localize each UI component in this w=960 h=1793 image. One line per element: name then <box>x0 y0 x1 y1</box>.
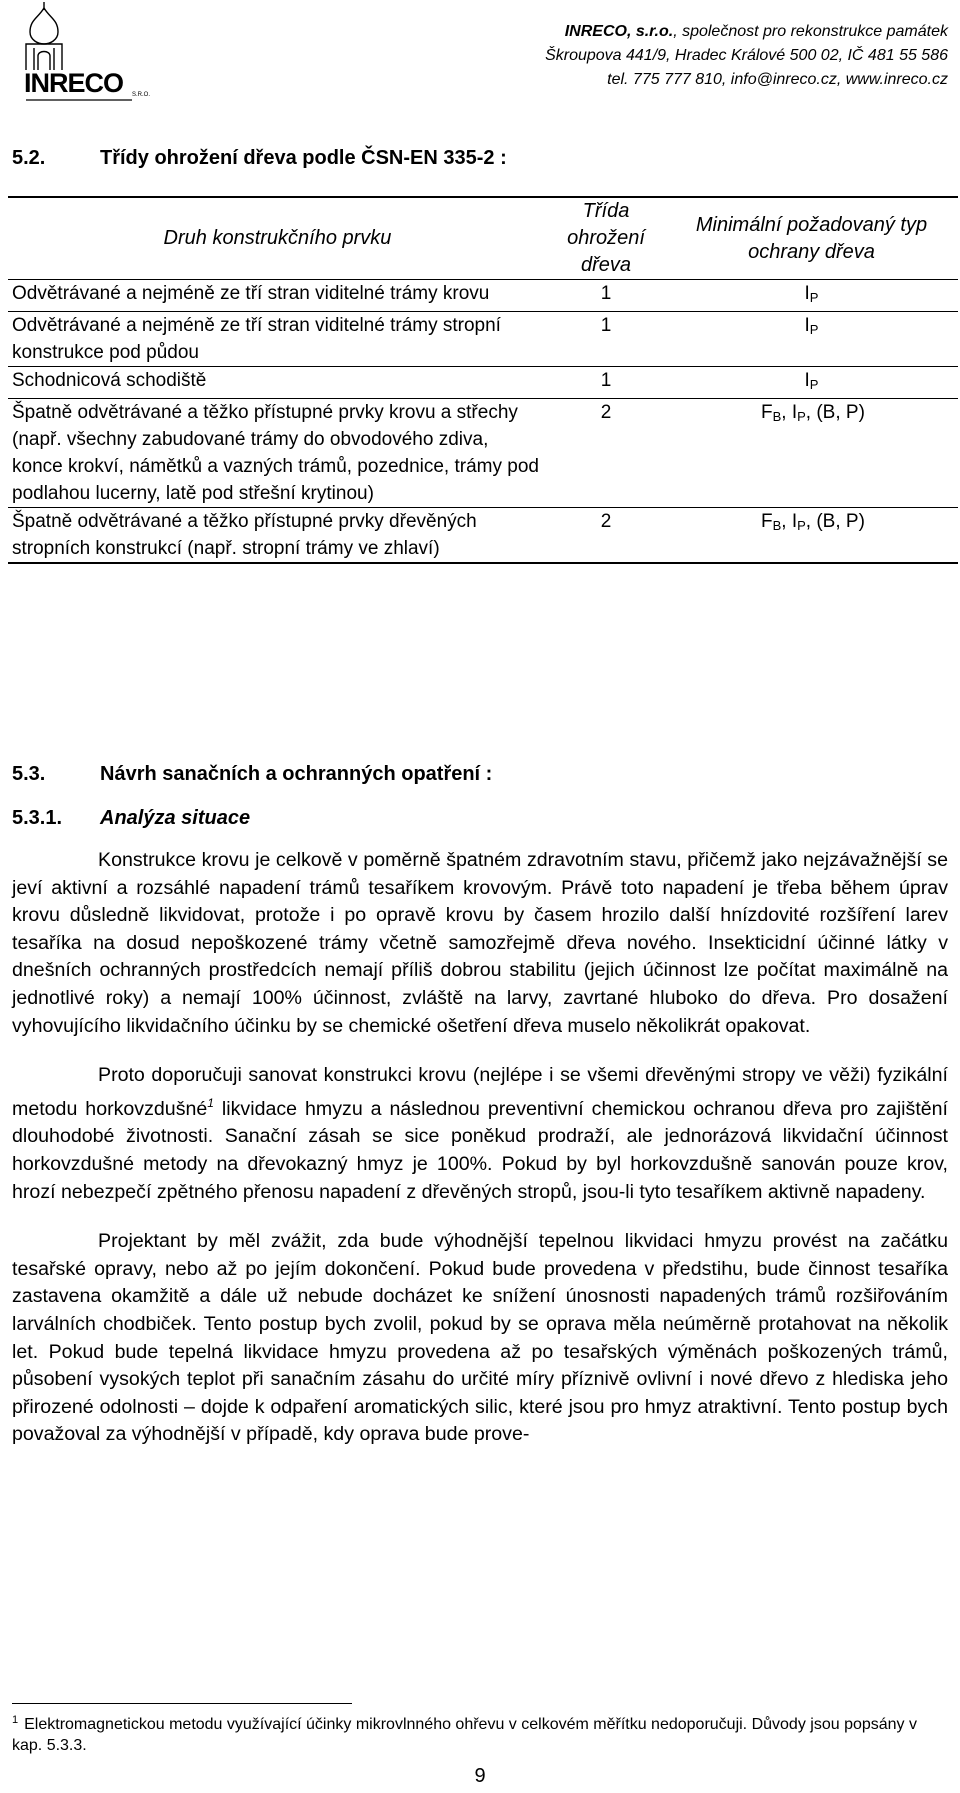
subsection-title: Analýza situace <box>100 807 251 829</box>
logo-suffix: S.R.O. <box>132 92 151 98</box>
section-title: Třídy ohrožení dřeva podle ČSN-EN 335-2 : <box>100 147 507 169</box>
prot-f: F <box>761 402 773 423</box>
paragraph-2-a: Proto doporučuji sanovat konstrukci krovu (nejlépe i se všemi dřevěnými stropy ve věži) fyzikální metodu horkovzdušné <box>12 1064 948 1120</box>
table-row <box>8 280 958 312</box>
cell-protection <box>665 508 958 564</box>
prot-i: I <box>804 283 810 304</box>
section-3-title: Návrh sanačních a ochranných opatření : <box>100 763 493 785</box>
footnote-ref: 1 <box>207 1095 214 1110</box>
table-row <box>8 399 958 508</box>
footnote-text: Elektromagnetickou metodu využívající účinky mikrovlnného ohřevu v celkovém měřítku nedoporučuji. Důvody jsou popsány v kap. 5.3.3. <box>12 1716 917 1754</box>
prot-i-sub: P <box>809 322 819 337</box>
prot-f-sub: B <box>772 518 782 533</box>
paragraph-1: Konstrukce krovu je celkově v poměrně špatném zdravotním stavu, přičemž jako nejzávažnější se jeví aktivní a rozsáhlé napadení trámů tesaříkem krovovým. Právě toto napadení je třeba během úprav krovu důsledně likvidovat, protože i po opravě krovu by časem hrozilo další hnízdovité rozšíření larev tesaříka na dosud nepoškozené trámy včetně samozřejmě dřeva nového. Insekticidní účinné látky v dnešních ochranných prostředcích nemají příliš dobrou stabilitu (jejich účinnost lze počítat maximálně na jednotlivé roky) a nemají 100% účinnost, zvláště na larvy, zavrtané hluboko do dřeva. Pro dosažení vyhovujícího likvidačního účinku by se chemické ošetření dřeva muselo několikrát opakovat. <box>12 849 948 1037</box>
footnote <box>12 1710 948 1756</box>
header-protection-type: Minimální požadovaný typ ochrany dřeva <box>695 213 928 263</box>
section-heading <box>12 147 507 170</box>
company-desc: , společnost pro rekonstrukce památek <box>673 23 948 40</box>
prot-i-sub: P <box>797 409 806 424</box>
logo-text: INRECO <box>24 68 124 98</box>
header-element-type: Druh konstrukčního prvku <box>163 227 392 249</box>
cell-element: Schodnicová schodiště <box>12 370 207 391</box>
subsection-number: 5.3.1. <box>12 807 63 829</box>
cell-element: Odvětrávané a nejméně ze tří stran viditelné trámy stropní konstrukce pod půdou <box>12 315 501 363</box>
cell-protection <box>665 280 958 312</box>
cell-protection <box>665 367 958 399</box>
prot-i: I <box>804 370 810 391</box>
cell-class: 2 <box>600 511 612 532</box>
prot-i-sub: P <box>809 377 819 392</box>
header-hazard-class: Třída ohrožení dřeva <box>567 200 645 276</box>
subsection-heading <box>12 807 250 830</box>
prot-f: F <box>761 511 773 532</box>
prot-sep: , <box>781 511 792 532</box>
prot-rest: , (B, P) <box>805 511 865 532</box>
cell-class: 1 <box>600 283 612 304</box>
prot-rest: , (B, P) <box>805 402 865 423</box>
cell-element: Odvětrávané a nejméně ze tří stran viditelné trámy krovu <box>12 283 490 304</box>
page-number: 9 <box>474 1765 486 1787</box>
inreco-logo <box>8 0 151 118</box>
table-row <box>8 508 958 564</box>
prot-i: I <box>804 315 810 336</box>
section-3-heading <box>12 763 492 786</box>
cell-protection <box>665 312 958 367</box>
table-row <box>8 367 958 399</box>
prot-f-sub: B <box>772 409 782 424</box>
section-number: 5.2. <box>12 147 46 169</box>
table-row <box>8 312 958 367</box>
prot-i-sub: P <box>797 518 806 533</box>
body-text <box>12 847 948 1471</box>
cell-class: 1 <box>600 370 612 391</box>
table-header-row <box>8 197 958 280</box>
footnote-rule <box>12 1703 352 1704</box>
company-address: Škroupova 441/9, Hradec Králové 500 02, IČ 481 55 586 <box>545 47 948 64</box>
cell-element: Špatně odvětrávané a těžko přístupné prvky dřevěných stropních konstrukcí (např. stropní trámy ve zhlaví) <box>12 511 477 559</box>
section-3-number: 5.3. <box>12 763 46 785</box>
prot-i: I <box>791 402 798 423</box>
cell-class: 1 <box>600 315 612 336</box>
company-info <box>545 20 948 92</box>
prot-sep: , <box>781 402 792 423</box>
cell-class: 2 <box>600 402 612 423</box>
cell-protection <box>665 399 958 508</box>
company-contact: tel. 775 777 810, info@inreco.cz, www.inreco.cz <box>607 71 948 88</box>
company-name: INRECO, s.r.o. <box>564 23 674 40</box>
paragraph-2-b: likvidace hmyzu a následnou preventivní chemickou ochranou dřeva pro zajištění dlouhodobé životnosti. Sanační zásah se sice poněkud prodraží, ale jednorázová likvidační účinnost horkovzdušné metody na dřevokazný hmyz je 100%. Pokud by byl horkovzdušně sanován pouze krov, hrozí nebezpečí zpětného přenosu napadení z dřevěných stropů, jsou-li tyto tesaříkem aktivně napadeny. <box>12 1097 948 1203</box>
prot-i-sub: P <box>809 290 819 305</box>
wood-hazard-table <box>8 196 958 564</box>
cell-element: Špatně odvětrávané a těžko přístupné prvky krovu a střechy (např. všechny zabudované trámy do obvodového zdiva, konce krokví, námětků a vazných trámů, pozednice, trámy pod podlahou lucerny, latě pod střešní krytinou) <box>12 402 539 504</box>
paragraph-2 <box>12 1062 948 1206</box>
footnote-mark: 1 <box>12 1714 19 1726</box>
paragraph-3: Projektant by měl zvážit, zda bude výhodnější tepelnou likvidaci hmyzu provést na začátku tesařské opravy, nebo až po jejím dokončení. Pokud bude provedena v předstihu, bude činnost tesaříka zastavena okamžitě a dále už nebude docházet ke snížení únosnosti napadených trámů rozšiřováním larválních chodbiček. Tento postup bych zvolil, pokud by se oprava měla neúměrně protahovat na několik let. Pokud bude tepelná likvidace hmyzu provedena až po tesařských výměnách poškozených trámů, působení vysokých teplot při sanačním zásahu do určité míry příznivě ovlivní i nové dřevo z hlediska jeho přirozené odolnosti – dojde k odpaření aromatických silic, které jsou pro hmyz atraktivní. Tento postup bych považoval za výhodnější v případě, kdy oprava bude prove- <box>12 1230 948 1446</box>
prot-i: I <box>791 511 798 532</box>
